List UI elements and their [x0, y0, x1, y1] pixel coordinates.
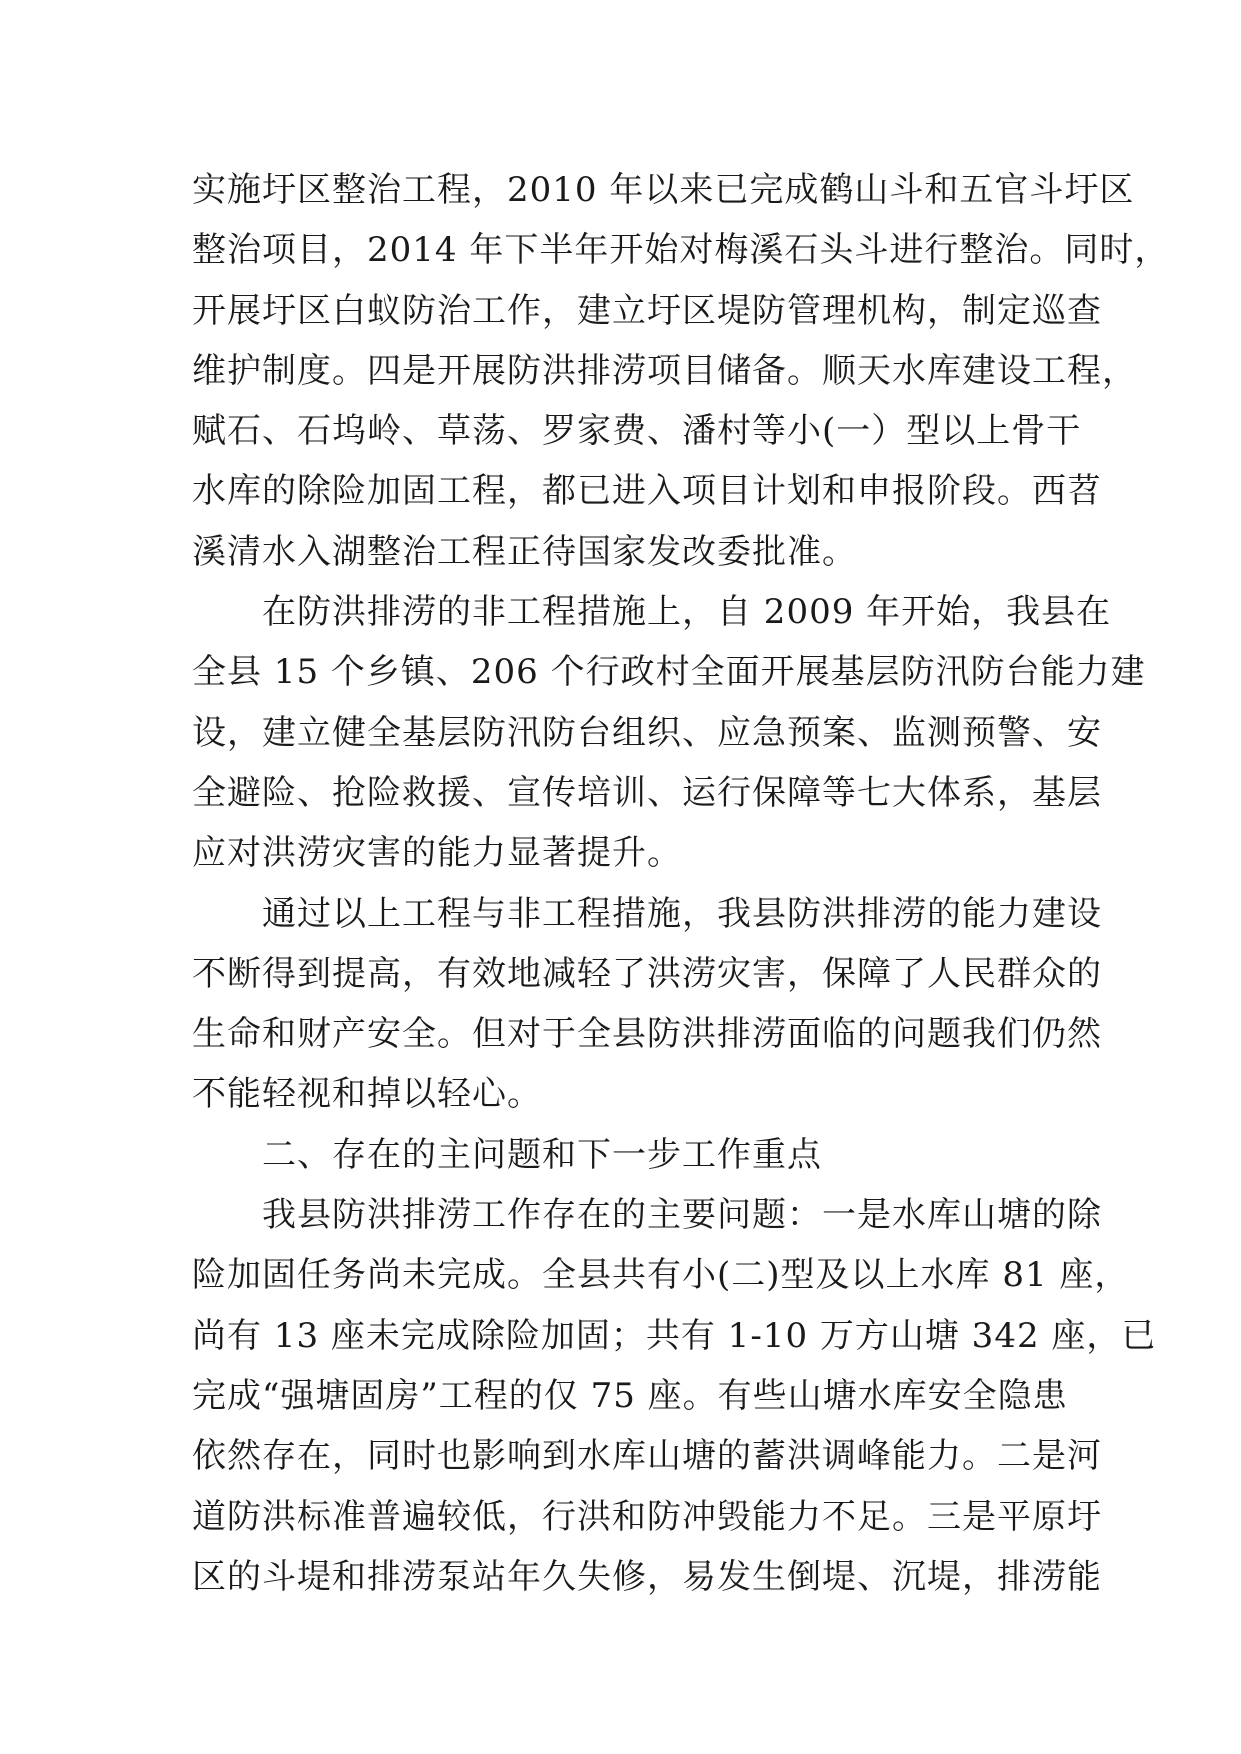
text-line: 实施圩区整治工程，2010 年以来已完成鹤山斗和五官斗圩区 — [192, 170, 1135, 210]
text-line: 道防洪标准普遍较低，行洪和防冲毁能力不足。三是平原圩 — [192, 1496, 1102, 1537]
text-line: 依然存在，同时也影响到水库山塘的蓄洪调峰能力。二是河 — [192, 1436, 1102, 1477]
paragraph-first-line: 通过以上工程与非工程措施，我县防洪排涝的能力建设 — [192, 893, 1102, 934]
text-line: 尚有 13 座未完成除险加固；共有 1-10 万方山塘 342 座，已 — [192, 1315, 1157, 1356]
text-line: 维护制度。四是开展防洪排涝项目储备。顺天水库建设工程， — [192, 350, 1137, 391]
text-line: 设，建立健全基层防汛防台组织、应急预案、监测预警、安 — [192, 712, 1102, 753]
text-line: 水库的除险加固工程，都已进入项目计划和申报阶段。西苕 — [192, 471, 1102, 512]
text-line: 生命和财产安全。但对于全县防洪排涝面临的问题我们仍然 — [192, 1014, 1102, 1055]
section-heading: 二、存在的主问题和下一步工作重点 — [192, 1134, 822, 1175]
text-line: 不断得到提高，有效地减轻了洪涝灾害，保障了人民群众的 — [192, 953, 1102, 994]
paragraph-first-line: 在防洪排涝的非工程措施上，自 2009 年开始，我县在 — [192, 592, 1112, 633]
text-line: 整治项目，2014 年下半年开始对梅溪石头斗进行整治。同时， — [192, 230, 1170, 271]
text-line: 全避险、抢险救援、宣传培训、运行保障等七大体系，基层 — [192, 772, 1102, 813]
text-line: 全县 15 个乡镇、206 个行政村全面开展基层防汛防台能力建 — [192, 652, 1146, 693]
text-line: 不能轻视和掉以轻心。 — [192, 1074, 542, 1115]
text-line: 溪清水入湖整治工程正待国家发改委批准。 — [192, 531, 857, 572]
body-text — [192, 160, 1170, 1607]
text-line: 开展圩区白蚁防治工作，建立圩区堤防管理机构，制定巡查 — [192, 290, 1102, 331]
paragraph-first-line: 我县防洪排涝工作存在的主要问题：一是水库山塘的除 — [192, 1195, 1102, 1236]
text-line: 赋石、石坞岭、草荡、罗家费、潘村等小(一）型以上骨干 — [192, 411, 1082, 452]
text-line: 应对洪涝灾害的能力显著提升。 — [192, 833, 682, 874]
text-line: 险加固任务尚未完成。全县共有小(二)型及以上水库 81 座， — [192, 1255, 1130, 1296]
text-line: 完成“强塘固房”工程的仅 75 座。有些山塘水库安全隐患 — [192, 1375, 1068, 1416]
text-line: 区的斗堤和排涝泵站年久失修，易发生倒堤、沉堤，排涝能 — [192, 1556, 1102, 1597]
